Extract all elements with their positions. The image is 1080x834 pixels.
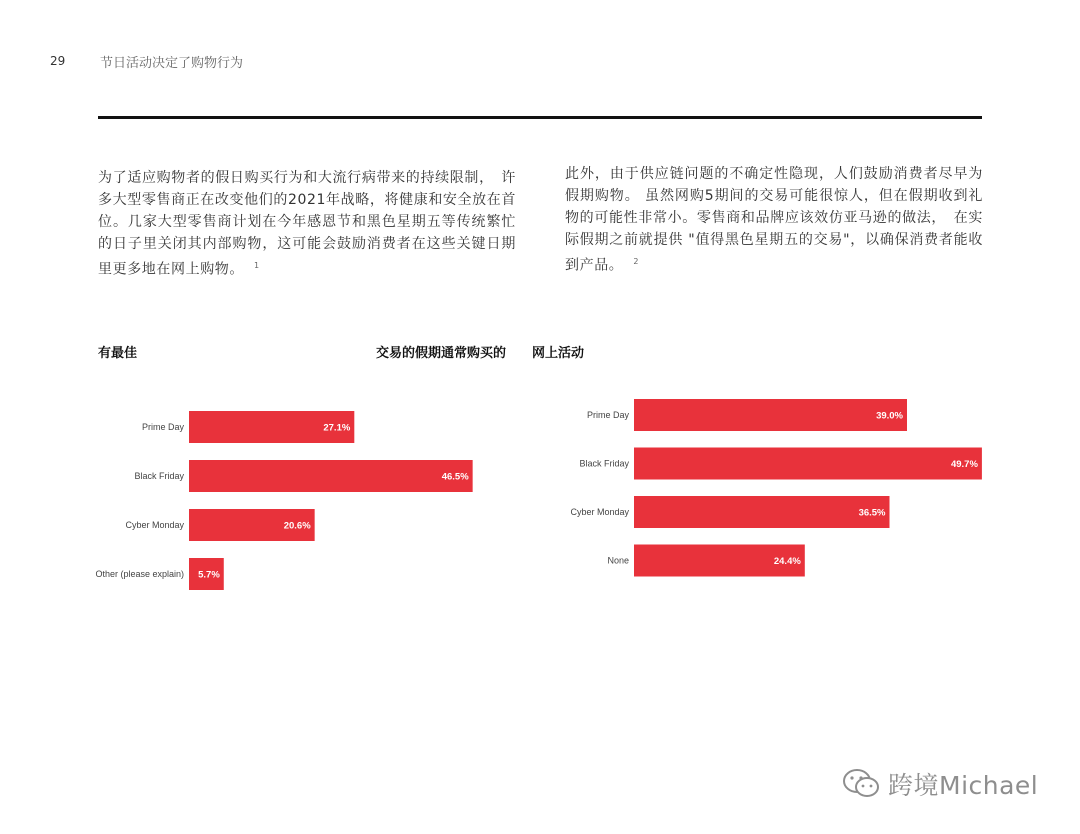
bar [634, 496, 890, 528]
bar [189, 460, 473, 492]
chart-heading-middle: 交易的假期通常购买的 [376, 346, 507, 361]
right-paragraph-text: 此外，由于供应链问题的不确定性隐现，人们鼓励消费者尽早为假期购物。 虽然网购5期间的交易可能很惊人，但在假期收到礼物的可能性非常小。零售商和品牌应该效仿亚马逊的做法， 在实际假期之前就提供 "值得黑色星期五的交易"，以确保消费者能收到产品。 [565, 166, 983, 274]
bar [634, 399, 907, 431]
left-paragraph-text: 为了适应购物者的假日购买行为和大流行病带来的持续限制， 许多大型零售商正在改变他们的2021年战略，将健康和安全放在首位。几家大型零售商计划在今年感恩节和黑色星期五等传统繁忙的日子里关闭其内部购物，这可能会鼓励消费者在这些关键日期里更多地在网上购物。 [98, 170, 516, 278]
value-label: 5.7% [198, 569, 220, 581]
value-label: 39.0% [876, 410, 903, 422]
category-label: Black Friday [579, 458, 629, 469]
bar-chart-right [540, 0, 1080, 834]
running-title: 节日活动决定了购物行为 [100, 56, 244, 71]
category-label: Prime Day [141, 422, 184, 432]
bar [634, 448, 982, 480]
footnote-marker: 1 [254, 261, 260, 270]
chart-heading-left: 有最佳 [98, 346, 138, 361]
category-label: Black Friday [134, 471, 184, 481]
watermark [842, 766, 1038, 802]
value-label: 20.6% [283, 520, 311, 532]
category-label: Other (please explain) [95, 569, 184, 579]
category-label: Prime Day [586, 410, 629, 420]
value-label: 46.5% [441, 471, 469, 483]
footnote-marker: 2 [633, 257, 640, 266]
value-label: 27.1% [323, 422, 351, 434]
category-label: Cyber Monday [570, 507, 629, 517]
category-label: None [607, 555, 629, 566]
category-label: Cyber Monday [125, 520, 184, 530]
value-label: 36.5% [858, 507, 886, 519]
watermark-text: 跨境Michael [888, 771, 1039, 800]
value-label: 24.4% [773, 556, 801, 567]
chart-heading-right: 网上活动 [532, 346, 585, 361]
wechat-icon [842, 767, 882, 801]
value-label: 49.7% [950, 459, 978, 470]
page-number: 29 [50, 54, 66, 68]
